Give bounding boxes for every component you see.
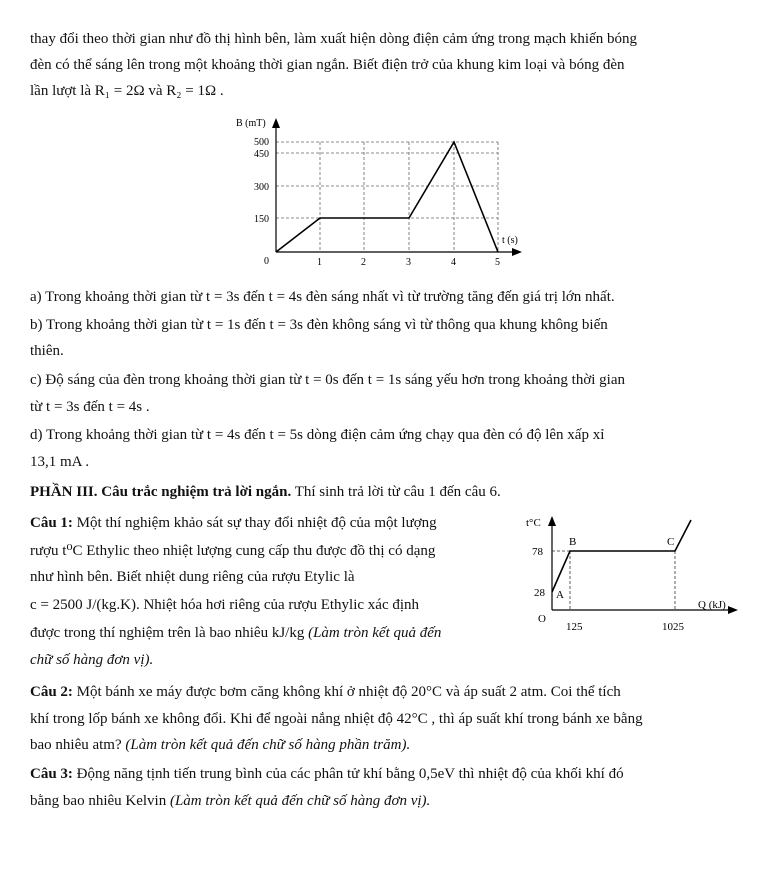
chart1-x-arrow [512, 248, 522, 256]
q2-label: Câu 2: [30, 684, 73, 700]
q3-text-2: bằng bao nhiêu Kelvin [30, 793, 170, 809]
q1-label: Câu 1: [30, 515, 73, 531]
chart1-xlabel: t (s) [502, 235, 518, 246]
chart2-ylabel: t°C [526, 517, 541, 529]
chart2-origin: O [538, 613, 546, 625]
chart1-xtick-4: 4 [451, 257, 456, 268]
q2-text-3: bao nhiêu atm? [30, 737, 126, 753]
intro-line-2: đèn có thể sáng lên trong một khoảng thời gian ngắn. Biết điện trở của khung kim loại và bóng đèn [30, 57, 625, 73]
chart2-x-arrow [728, 606, 738, 614]
q3-rounding-note: (Làm tròn kết quả đến chữ số hàng đơn vị). [169, 793, 431, 809]
q1-text-5: được trong thí nghiệm trên là bao nhiêu kJ/kg [30, 625, 309, 641]
chart1-ylabel: B (mT) [236, 118, 266, 129]
chart1-xtick-2: 2 [361, 257, 366, 268]
chart1-origin: 0 [264, 256, 269, 267]
statement-c-line1: c) Độ sáng của đèn trong khoảng thời gian từ t = 0s đến t = 1s sáng yếu hơn trong khoảng thời gian [30, 372, 625, 388]
chart1-xtick-1: 1 [317, 257, 322, 268]
intro-line-1: thay đổi theo thời gian như đồ thị hình bên, làm xuất hiện dòng điện cảm ứng trong mạch khiến bóng [30, 31, 638, 47]
statement-a: a) Trong khoảng thời gian từ t = 3s đến t = 4s đèn sáng nhất vì từ trường tăng đến giá trị lớn nhất. [30, 289, 615, 305]
q3-line-2 [30, 790, 742, 812]
q2-line-3 [30, 734, 742, 756]
chart1-ytick-450: 450 [254, 149, 269, 160]
q1-line-6: chữ số hàng đơn vị). [30, 652, 154, 668]
chart1-grid [276, 142, 498, 250]
part3-instructions: Thí sinh trả lời từ câu 1 đến câu 6. [291, 484, 501, 500]
chart2-xlabel: Q (kJ) [698, 599, 726, 611]
q2-line-1 [30, 681, 742, 703]
q2-line-2: khí trong lốp bánh xe không đổi. Khi để ngoài nắng nhiệt độ 42°C , thì áp suất khí trong bánh xe bằng [30, 711, 643, 727]
statement-b-line1: b) Trong khoảng thời gian từ t = 1s đến t = 3s đèn không sáng vì từ thông qua khung không biến [30, 317, 608, 333]
chart1-series-line [276, 142, 498, 252]
q3-label: Câu 3: [30, 766, 73, 782]
statement-c-line2: từ t = 3s đến t = 4s . [30, 399, 150, 415]
part3-heading-line [30, 481, 742, 503]
q1-line-5 [30, 621, 508, 646]
chart2-xtick-1025: 1025 [662, 621, 684, 633]
statement-d-line1: d) Trong khoảng thời gian từ t = 4s đến t = 5s dòng điện cảm ứng chạy qua đèn có độ lên xấp xỉ [30, 427, 605, 443]
chart1-ytick-500: 500 [254, 137, 269, 148]
q1-line-3: như hình bên. Biết nhiệt dung riêng của rượu Etylic là [30, 569, 355, 585]
statement-d-line2: 13,1 mA . [30, 454, 90, 470]
chart2-ytick-28: 28 [534, 587, 545, 599]
q3-text-1: Động năng tịnh tiến trung bình của các phân tử khí bằng 0,5eV thì nhiệt độ của khối khí đó [72, 766, 624, 782]
part3-heading: PHẦN III. Câu trắc nghiệm trả lời ngắn. [30, 484, 292, 500]
chart1-ytick-300: 300 [254, 182, 269, 193]
chart2-series-line [552, 520, 691, 592]
q1-text-1: Một thí nghiệm khảo sát sự thay đổi nhiệt độ của một lượng [72, 515, 437, 531]
q1-line-1 [30, 511, 508, 536]
chart1-xtick-5: 5 [495, 257, 500, 268]
b-field-chart [220, 112, 530, 272]
chart1-y-arrow [272, 118, 280, 128]
q3-line-1 [30, 763, 742, 785]
chart2-guides [552, 551, 675, 610]
chart1-ytick-150: 150 [254, 214, 269, 225]
q1-line-2: rượu t⁰C Ethylic theo nhiệt lượng cung cấp thu được đồ thị có dạng [30, 543, 436, 559]
q1-line-4: c = 2500 J/(kg.K). Nhiệt hóa hơi riêng của rượu Ethylic xác định [30, 597, 420, 613]
temperature-heat-chart [512, 508, 762, 638]
intro-line-3: lần lượt là R₁ = 2Ω và R₂ = 1Ω . [30, 83, 224, 99]
chart2-point-b: B [569, 536, 577, 548]
q2-rounding-note: (Làm tròn kết quả đến chữ số hàng phần trăm). [125, 737, 411, 753]
chart2-point-a: A [556, 589, 564, 601]
q2-text-1: Một bánh xe máy được bơm căng không khí ở nhiệt độ 20°C và áp suất 2 atm. Coi thể tích [72, 684, 621, 700]
statement-b-line2: thiên. [30, 343, 64, 359]
chart2-ytick-78: 78 [532, 546, 543, 558]
chart2-xtick-125: 125 [566, 621, 583, 633]
chart2-y-arrow [548, 516, 556, 526]
q1-rounding-note: (Làm tròn kết quả đến [308, 625, 442, 641]
chart1-xtick-3: 3 [406, 257, 411, 268]
chart2-point-c: C [667, 536, 675, 548]
